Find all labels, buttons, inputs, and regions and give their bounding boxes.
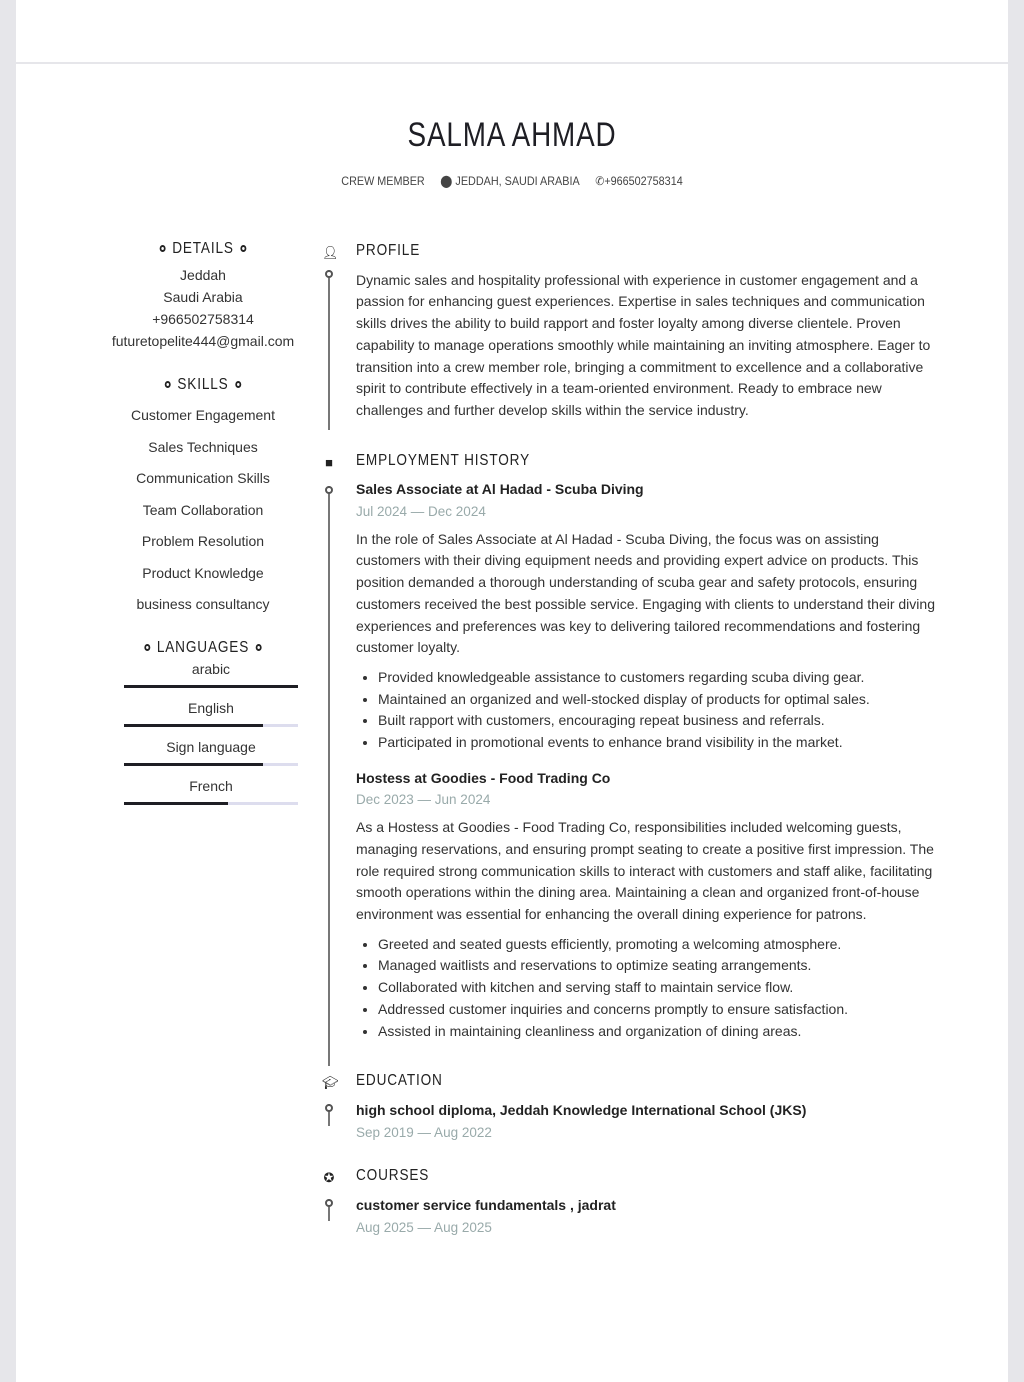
job-bullet: • Built rapport with customers, encouraging repeat business and referrals. [378,710,946,732]
details-phone-link[interactable]: +966502758314 [152,311,254,327]
job-bullet: • Maintained an organized and well-stocked display of products for optimal sales. [378,689,946,711]
language-level-fill [124,724,263,727]
job-bullet: • Assisted in maintaining cleanliness and organization of dining areas. [378,1021,946,1043]
course-title: customer service fundamentals , jadrat [356,1197,616,1214]
person-icon: 👤︎ [322,245,339,260]
job-description: As a Hostess at Goodies - Food Trading Co, responsibilities included welcoming guests, managing reservations, and ensuring prompt seating to create a positive first impression. The role required strong communication skills to interact with customers and staff alike, facilitating smooth operations within the dining area. Maintaining a clean and organized front-of-house environment was essential for enhancing the overall dining experience for patrons. [356,819,934,922]
skill-item: Communication Skills [136,470,270,486]
details-heading: DETAILS [122,240,284,258]
job-bullet: • Addressed customer inquiries and concerns promptly to ensure satisfaction. [378,999,946,1021]
skill-item: Problem Resolution [141,533,265,549]
language-level-fill [124,685,298,688]
briefcase-icon: ■ [325,454,333,470]
phone-icon: ✆ [595,174,605,188]
candidate-name: SALMA AHMAD [407,116,617,154]
education-dates: Sep 2019 — Aug 2022 [356,1124,492,1140]
education-heading: EDUCATION [356,1072,443,1090]
courses-section [323,1165,946,1238]
skills-heading: SKILLS [122,376,284,394]
badge-check-icon: ✪ [323,1170,335,1186]
page-top-margin [16,0,1008,62]
details-city: Jeddah [180,267,226,283]
language-level-fill [124,763,263,766]
details-email-link[interactable]: futuretopelite444@gmail.com [111,333,295,349]
job-entry [356,479,946,753]
job-bullet: • Managed waitlists and reservations to optimize seating arrangements. [378,955,946,977]
details-country: Saudi Arabia [163,289,243,305]
profile-section [322,240,946,422]
job-description: In the role of Sales Associate at Al Hadad - Scuba Diving, the focus was on assisting customers with their diving equipment needs and providing expert advice on products. This position demanded a thorough understanding of scuba gear and safety protocols, ensuring customers received the best possible service. Engaging with clients to understand their diving experiences and preferences was key to delivering tailored recommendations and fostering customer loyalty. [356,530,935,656]
courses-heading: COURSES [356,1167,430,1185]
job-bullet: • Greeted and seated guests efficiently, promoting a welcoming atmosphere. [378,934,946,956]
language-name: arabic [191,660,231,677]
skill-item: Sales Techniques [148,438,258,455]
course-dates: Aug 2025 — Aug 2025 [356,1219,492,1235]
location-pin-icon: ⬤ [440,174,453,188]
language-level-bar [124,685,298,688]
job-dates: Dec 2023 — Jun 2024 [356,792,491,808]
employment-section [325,450,946,1043]
language-level-fill [124,802,228,805]
job-bullet: • Provided knowledgeable assistance to customers regarding scuba diving gear. [378,667,946,689]
language-level-bar [124,763,298,766]
job-bullet: • Collaborated with kitchen and serving staff to maintain service flow. [378,977,946,999]
employment-heading: EMPLOYMENT HISTORY [356,451,531,469]
job-title: CREW MEMBER [341,174,425,188]
header-subline [66,174,959,188]
languages-heading: LANGUAGES [122,639,284,657]
right-column [322,240,946,1244]
language-name: French [189,777,233,794]
language-name: Sign language [166,738,256,755]
language-level-bar [124,802,298,805]
skill-item: Team Collaboration [142,501,264,518]
education-section [322,1070,946,1143]
phone: +966502758314 [604,174,683,188]
graduation-cap-icon: 🎓︎ [322,1075,339,1091]
job-bullet: • Participated in promotional events to enhance brand visibility in the market. [378,732,946,754]
job-title: Hostess at Goodies - Food Trading Co [356,769,611,786]
skill-item: Product Knowledge [142,564,264,581]
profile-text: Dynamic sales and hospitality professional with experience in customer engagement and a passion for enhancing guest experiences. Expertise in sales techniques and communication skills drives the ability to build rapport and foster loyalty among diverse clientele. Proven capability to manage operations smoothly while maintaining an inviting atmosphere. Eager to transition into a crew member role, bringing a commitment to excellence and a collaborative spirit to contribute effectively in a team-oriented environment. Ready to embrace new challenges and further develop skills within the service industry. [356,271,931,418]
profile-heading: PROFILE [356,242,421,259]
job-entry [356,768,946,1042]
education-title: high school diploma, Jeddah Knowledge International School (JKS) [356,1101,807,1118]
location: JEDDAH, SAUDI ARABIA [455,174,580,188]
job-dates: Jul 2024 — Dec 2024 [356,504,486,520]
resume-page [16,64,1008,1382]
skill-item: business consultancy [136,596,270,612]
skill-item: Customer Engagement [131,407,275,423]
left-column [108,240,298,815]
language-name: English [188,699,234,716]
job-title: Sales Associate at Al Hadad - Scuba Diving [356,481,644,498]
language-level-bar [124,724,298,727]
